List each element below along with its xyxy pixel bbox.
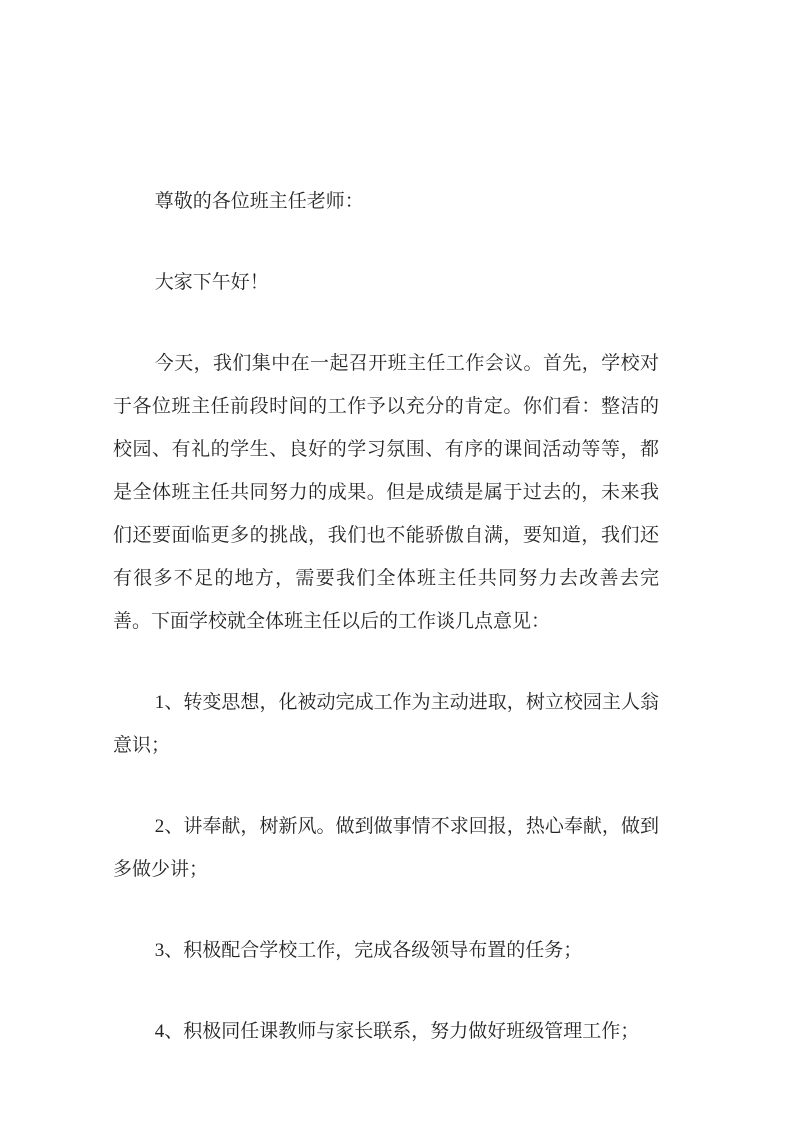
list-item-2: 2、讲奉献，树新风。做到做事情不求回报，热心奉献，做到多做少讲；	[113, 816, 659, 880]
salutation-line: 尊敬的各位班主任老师：	[154, 191, 364, 212]
greeting-line: 大家下午好！	[154, 272, 269, 293]
opening-paragraph: 今天，我们集中在一起召开班主任工作会议。首先，学校对于各位班主任前段时间的工作予以充分的肯定。你们看：整洁的校园、有礼的学生、良好的学习氛围、有序的课间活动等等，都是全体班主任共同努力的成果。但是成绩是属于过去的，未来我们还要面临更多的挑战，我们也不能骄傲自满，要知道，我们还有很多不足的地方，需要我们全体班主任共同努力去改善去完善。下面学校就全体班主任以后的工作谈几点意见：	[113, 353, 659, 632]
list-item-3: 3、积极配合学校工作，完成各级领导布置的任务；	[154, 940, 583, 961]
list-item-1: 1、转变思想，化被动完成工作为主动进取，树立校园主人翁意识；	[113, 692, 659, 756]
list-item-4: 4、积极同任课教师与家长联系，努力做好班级管理工作；	[154, 1021, 640, 1042]
document-body	[113, 180, 659, 1091]
